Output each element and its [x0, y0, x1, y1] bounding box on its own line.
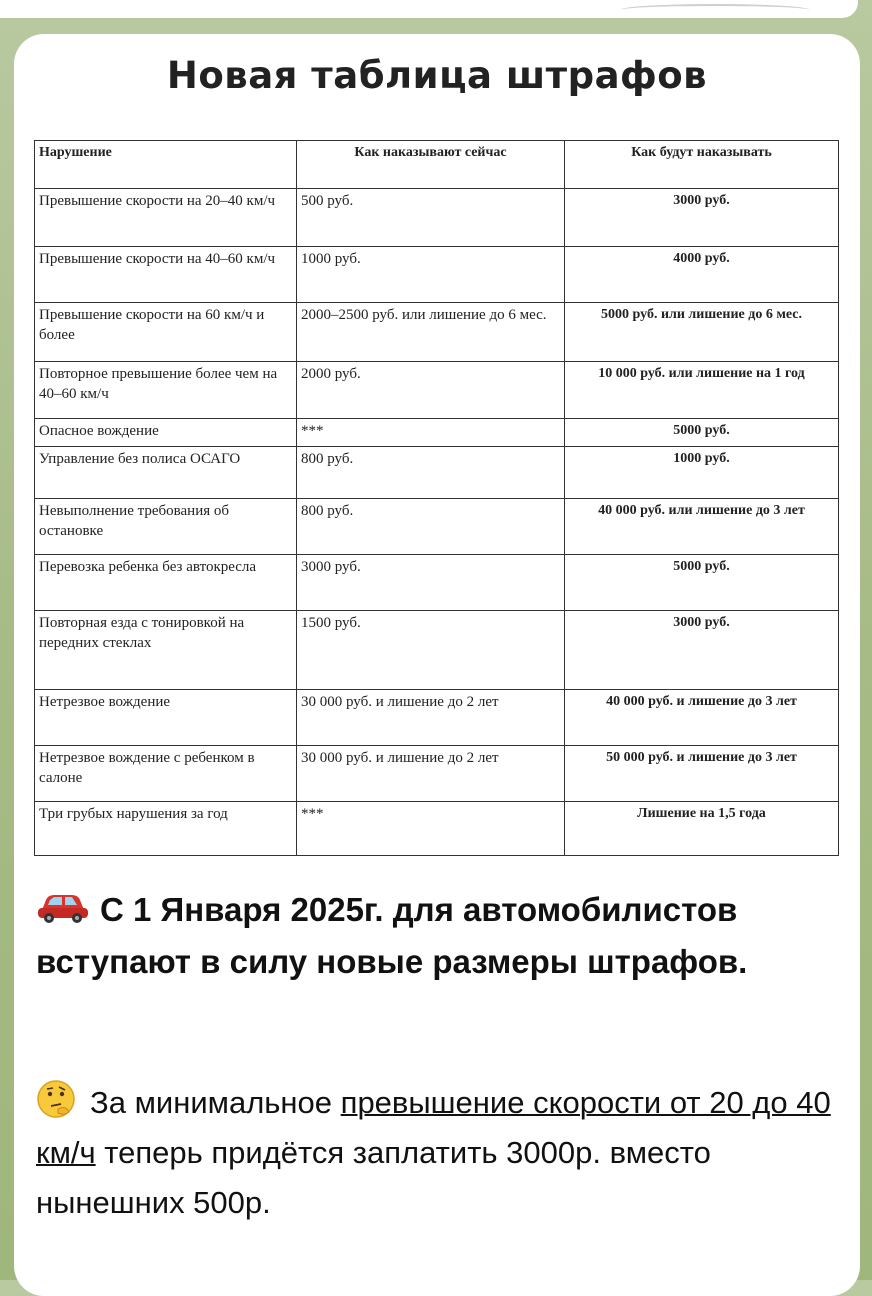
- new-penalty-cell: 40 000 руб. или лишение до 3 лет: [565, 498, 839, 554]
- current-penalty-cell: 2000 руб.: [297, 362, 565, 418]
- violation-cell: Управление без полиса ОСАГО: [35, 446, 297, 498]
- violation-cell: Нетрезвое вождение: [35, 689, 297, 745]
- new-penalty-cell: 5000 руб.: [565, 418, 839, 446]
- table-row: [35, 801, 839, 855]
- violation-cell: Невыполнение требования об остановке: [35, 498, 297, 554]
- table-row: [35, 689, 839, 745]
- table-row: [35, 189, 839, 247]
- current-penalty-cell: 30 000 руб. и лишение до 2 лет: [297, 689, 565, 745]
- announcement-text: [36, 884, 836, 988]
- violation-cell: Три грубых нарушения за год: [35, 801, 297, 855]
- bubble-edge: [620, 4, 810, 16]
- current-penalty-cell: 800 руб.: [297, 498, 565, 554]
- new-penalty-cell: 5000 руб. или лишение до 6 мес.: [565, 303, 839, 362]
- violation-cell: Повторное превышение более чем на 40–60 км/ч: [35, 362, 297, 418]
- thinking-face-icon: [36, 1079, 76, 1119]
- current-penalty-cell: ***: [297, 418, 565, 446]
- current-penalty-cell: 2000–2500 руб. или лишение до 6 мес.: [297, 303, 565, 362]
- explanation-underlined: превышение скорости от 20 до 40 км/ч: [36, 1085, 831, 1170]
- current-penalty-cell: 800 руб.: [297, 446, 565, 498]
- explanation-after: теперь придётся заплатить 3000р. вместо нынешних 500р.: [36, 1135, 711, 1220]
- announcement-body: С 1 Января 2025г. для автомобилистов вступают в силу новые размеры штрафов.: [36, 891, 748, 980]
- previous-message-bubble: [0, 0, 858, 18]
- current-penalty-cell: ***: [297, 801, 565, 855]
- explanation-text: [36, 1078, 836, 1228]
- current-penalty-cell: 30 000 руб. и лишение до 2 лет: [297, 745, 565, 801]
- new-penalty-cell: 40 000 руб. и лишение до 3 лет: [565, 689, 839, 745]
- table-row: [35, 498, 839, 554]
- new-penalty-cell: 10 000 руб. или лишение на 1 год: [565, 362, 839, 418]
- table-header-row: [35, 141, 839, 189]
- new-penalty-cell: 4000 руб.: [565, 247, 839, 303]
- table-row: [35, 303, 839, 362]
- violation-cell: Превышение скорости на 20–40 км/ч: [35, 189, 297, 247]
- violation-cell: Нетрезвое вождение с ребенком в салоне: [35, 745, 297, 801]
- violation-cell: Превышение скорости на 40–60 км/ч: [35, 247, 297, 303]
- message-card: [14, 34, 860, 1296]
- table-row: [35, 418, 839, 446]
- table-row: [35, 362, 839, 418]
- new-penalty-cell: Лишение на 1,5 года: [565, 801, 839, 855]
- image-title: Новая таблица штрафов: [166, 54, 708, 97]
- header-current-penalty: Как наказывают сейчас: [297, 141, 565, 189]
- new-penalty-cell: 3000 руб.: [565, 189, 839, 247]
- new-penalty-cell: 3000 руб.: [565, 610, 839, 689]
- new-penalty-cell: 50 000 руб. и лишение до 3 лет: [565, 745, 839, 801]
- violation-cell: Опасное вождение: [35, 418, 297, 446]
- current-penalty-cell: 3000 руб.: [297, 554, 565, 610]
- table-row: [35, 610, 839, 689]
- table-row: [35, 247, 839, 303]
- table-row: [35, 745, 839, 801]
- table-row: [35, 446, 839, 498]
- violation-cell: Повторная езда с тонировкой на передних стеклах: [35, 610, 297, 689]
- new-penalty-cell: 5000 руб.: [565, 554, 839, 610]
- red-car-icon: [36, 888, 90, 924]
- violation-cell: Превышение скорости на 60 км/ч и более: [35, 303, 297, 362]
- current-penalty-cell: 1500 руб.: [297, 610, 565, 689]
- table-row: [35, 554, 839, 610]
- explanation-before: За минимальное: [90, 1085, 341, 1120]
- violation-cell: Перевозка ребенка без автокресла: [35, 554, 297, 610]
- current-penalty-cell: 1000 руб.: [297, 247, 565, 303]
- fines-table: [34, 140, 839, 856]
- header-violation: Нарушение: [35, 141, 297, 189]
- header-new-penalty: Как будут наказывать: [565, 141, 839, 189]
- current-penalty-cell: 500 руб.: [297, 189, 565, 247]
- new-penalty-cell: 1000 руб.: [565, 446, 839, 498]
